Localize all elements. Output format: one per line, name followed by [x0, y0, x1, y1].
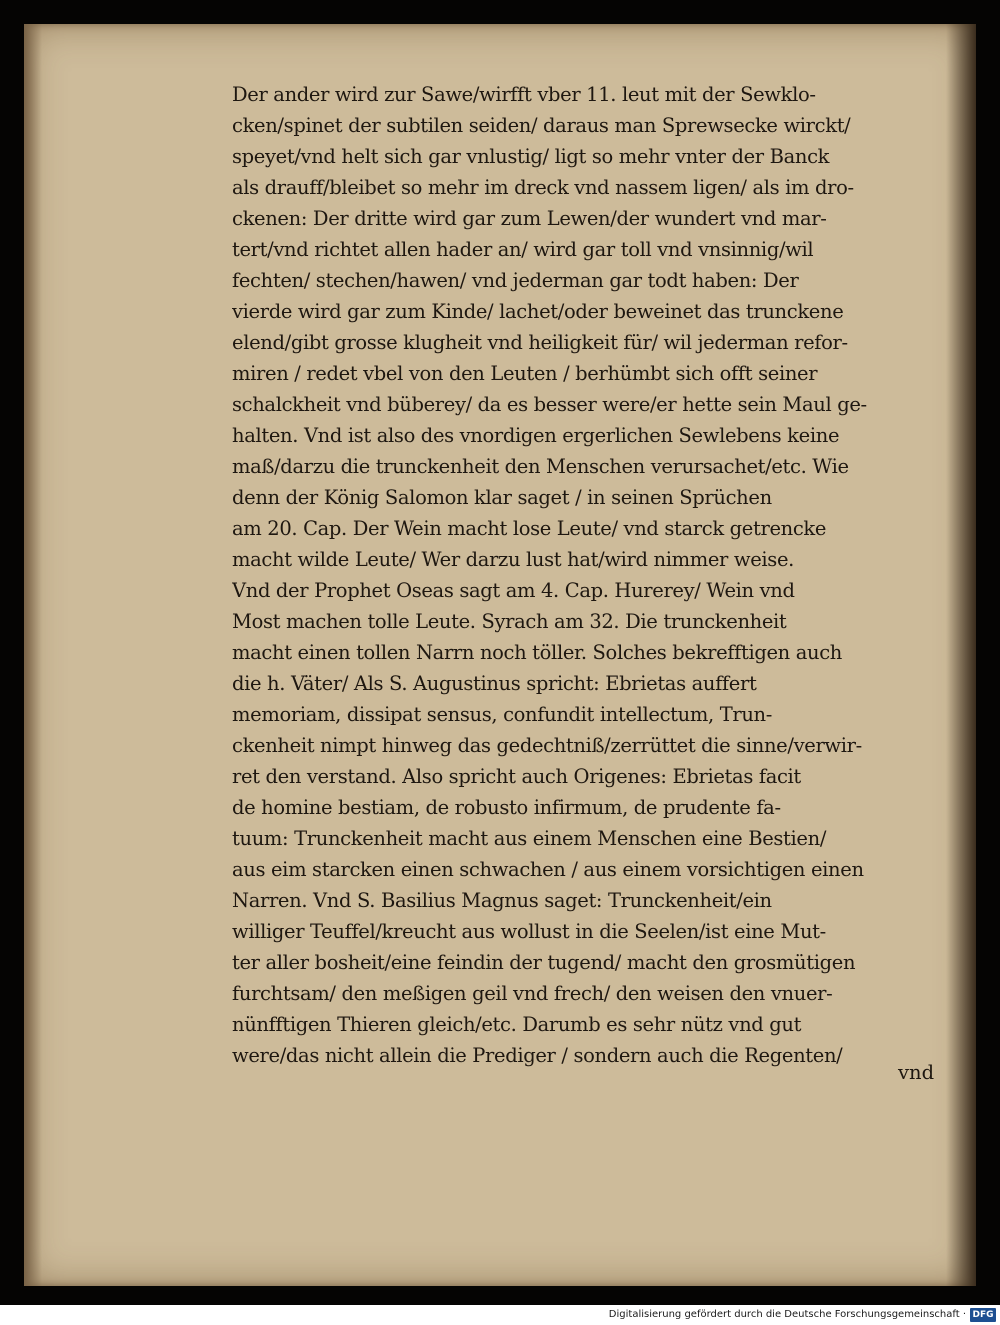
text-line: speyet/vnd helt sich gar vnlustig/ ligt so mehr vnter der Banck	[232, 145, 830, 168]
text-line: memoriam, dissipat sensus, confundit intellectum, Trun-	[232, 703, 773, 726]
page-left-edge	[24, 24, 42, 1286]
text-line: ckenheit nimpt hinweg das gedechtniß/zerrüttet die sinne/verwir-	[232, 734, 862, 757]
catchword: vnd	[898, 1061, 935, 1084]
text-line: Most machen tolle Leute. Syrach am 32. Die trunckenheit	[232, 610, 787, 633]
funding-credit: Digitalisierung gefördert durch die Deutsche Forschungsgemeinschaft ·	[608, 1309, 966, 1320]
footer-bar	[0, 1305, 1000, 1325]
text-line: Narren. Vnd S. Basilius Magnus saget: Trunckenheit/ein	[232, 889, 772, 912]
text-line: de homine bestiam, de robusto infirmum, de prudente fa-	[232, 796, 781, 819]
text-line: cken/spinet der subtilen seiden/ daraus man Sprewsecke wirckt/	[232, 114, 851, 137]
text-line: furchtsam/ den meßigen geil vnd frech/ den weisen den vnuer-	[232, 982, 833, 1005]
text-line: williger Teuffel/kreucht aus wollust in die Seelen/ist eine Mut-	[232, 920, 826, 943]
text-line: elend/gibt grosse klugheit vnd heiligkeit für/ wil jederman refor-	[232, 331, 848, 354]
text-line: maß/darzu die trunckenheit den Menschen verursachet/etc. Wie	[232, 455, 849, 478]
text-line: miren / redet vbel von den Leuten / berhümbt sich offt seiner	[232, 362, 818, 385]
text-line: schalckheit vnd büberey/ da es besser were/er hette sein Maul ge-	[232, 393, 867, 416]
text-line: Vnd der Prophet Oseas sagt am 4. Cap. Hurerey/ Wein vnd	[232, 579, 795, 602]
text-line: macht einen tollen Narrn noch töller. Solches bekrefftigen auch	[232, 641, 843, 664]
text-line: macht wilde Leute/ Wer darzu lust hat/wird nimmer weise.	[232, 548, 794, 571]
page-text	[232, 79, 946, 1071]
text-line: fechten/ stechen/hawen/ vnd jederman gar todt haben: Der	[232, 269, 799, 292]
dfg-logo-icon: DFG	[970, 1308, 996, 1322]
text-line: die h. Väter/ Als S. Augustinus spricht: Ebrietas auffert	[232, 672, 757, 695]
text-line: aus eim starcken einen schwachen / aus einem vorsichtigen einen	[232, 858, 864, 881]
text-line: halten. Vnd ist also des vnordigen ergerlichen Sewlebens keine	[232, 424, 840, 447]
book-page	[24, 24, 976, 1286]
text-line: tert/vnd richtet allen hader an/ wird gar toll vnd vnsinnig/wil	[232, 238, 814, 261]
text-line: ter aller bosheit/eine feindin der tugend/ macht den grosmütigen	[232, 951, 856, 974]
text-line: am 20. Cap. Der Wein macht lose Leute/ vnd starck getrencke	[232, 517, 827, 540]
text-line: als drauff/bleibet so mehr im dreck vnd nassem ligen/ als im dro-	[232, 176, 854, 199]
text-line: nünfftigen Thieren gleich/etc. Darumb es sehr nütz vnd gut	[232, 1013, 802, 1036]
text-line: ckenen: Der dritte wird gar zum Lewen/der wundert vnd mar-	[232, 207, 827, 230]
text-line: Der ander wird zur Sawe/wirfft vber 11. leut mit der Sewklo-	[232, 83, 816, 106]
text-line: denn der König Salomon klar saget / in seinen Sprüchen	[232, 486, 772, 509]
text-line: tuum: Trunckenheit macht aus einem Menschen eine Bestien/	[232, 827, 827, 850]
page-right-edge	[946, 24, 976, 1286]
text-line: vierde wird gar zum Kinde/ lachet/oder beweinet das trunckene	[232, 300, 844, 323]
text-line: ret den verstand. Also spricht auch Origenes: Ebrietas facit	[232, 765, 801, 788]
text-line: were/das nicht allein die Prediger / sondern auch die Regenten/	[232, 1044, 843, 1067]
